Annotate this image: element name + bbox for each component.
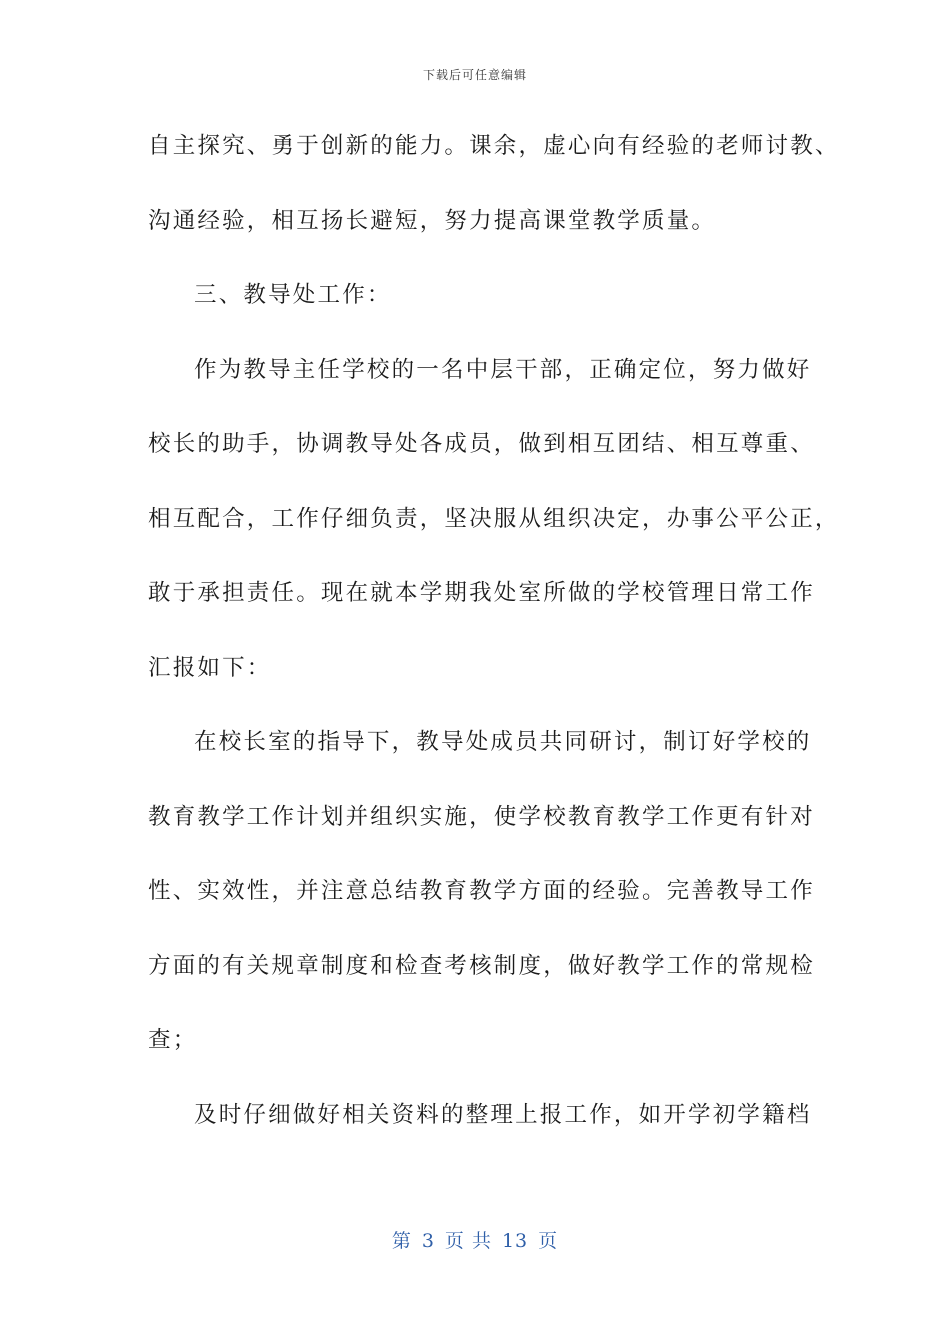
footer-prefix: 第 (391, 1230, 412, 1252)
header-note: 下载后可任意编辑 (422, 68, 527, 82)
text-line-5: 校长的助手，协调教导处各成员，做到相互团结、相互尊重、 (148, 431, 815, 457)
text-line-13: 查； (148, 1027, 198, 1053)
text-line-2: 沟通经验，相互扬长避短，努力提高课堂教学质量。 (148, 207, 717, 234)
footer-suffix: 页 (538, 1230, 559, 1252)
text-line-8: 汇报如下： (148, 654, 272, 681)
text-line-12: 方面的有关规章制度和检查考核制度，做好教学工作的常规检 (148, 952, 815, 979)
page-number-footer (0, 1226, 950, 1253)
text-line-6: 相互配合，工作仔细负责，坚决服从组织决定，办事公平公正， (148, 505, 840, 532)
body-text (148, 124, 840, 1167)
footer-middle: 页 共 (444, 1230, 492, 1252)
text-line-11: 性、实效性，并注意总结教育教学方面的经验。完善教导工作 (148, 878, 815, 904)
footer-total-pages: 13 (501, 1230, 529, 1252)
text-line-4: 作为教导主任学校的一名中层干部，正确定位，努力做好 (194, 356, 812, 383)
section-heading: 三、教导处工作： (194, 282, 392, 308)
text-line-10: 教育教学工作计划并组织实施，使学校教育教学工作更有针对 (148, 803, 815, 830)
text-line-7: 敢于承担责任。现在就本学期我处室所做的学校管理日常工作 (148, 580, 815, 606)
text-line-14: 及时仔细做好相关资料的整理上报工作，如开学初学籍档 (194, 1101, 812, 1128)
text-line-1: 自主探究、勇于创新的能力。课余，虚心向有经验的老师讨教、 (148, 133, 840, 159)
text-line-9: 在校长室的指导下，教导处成员共同研讨，制订好学校的 (194, 729, 812, 755)
footer-current-page: 3 (421, 1230, 435, 1252)
